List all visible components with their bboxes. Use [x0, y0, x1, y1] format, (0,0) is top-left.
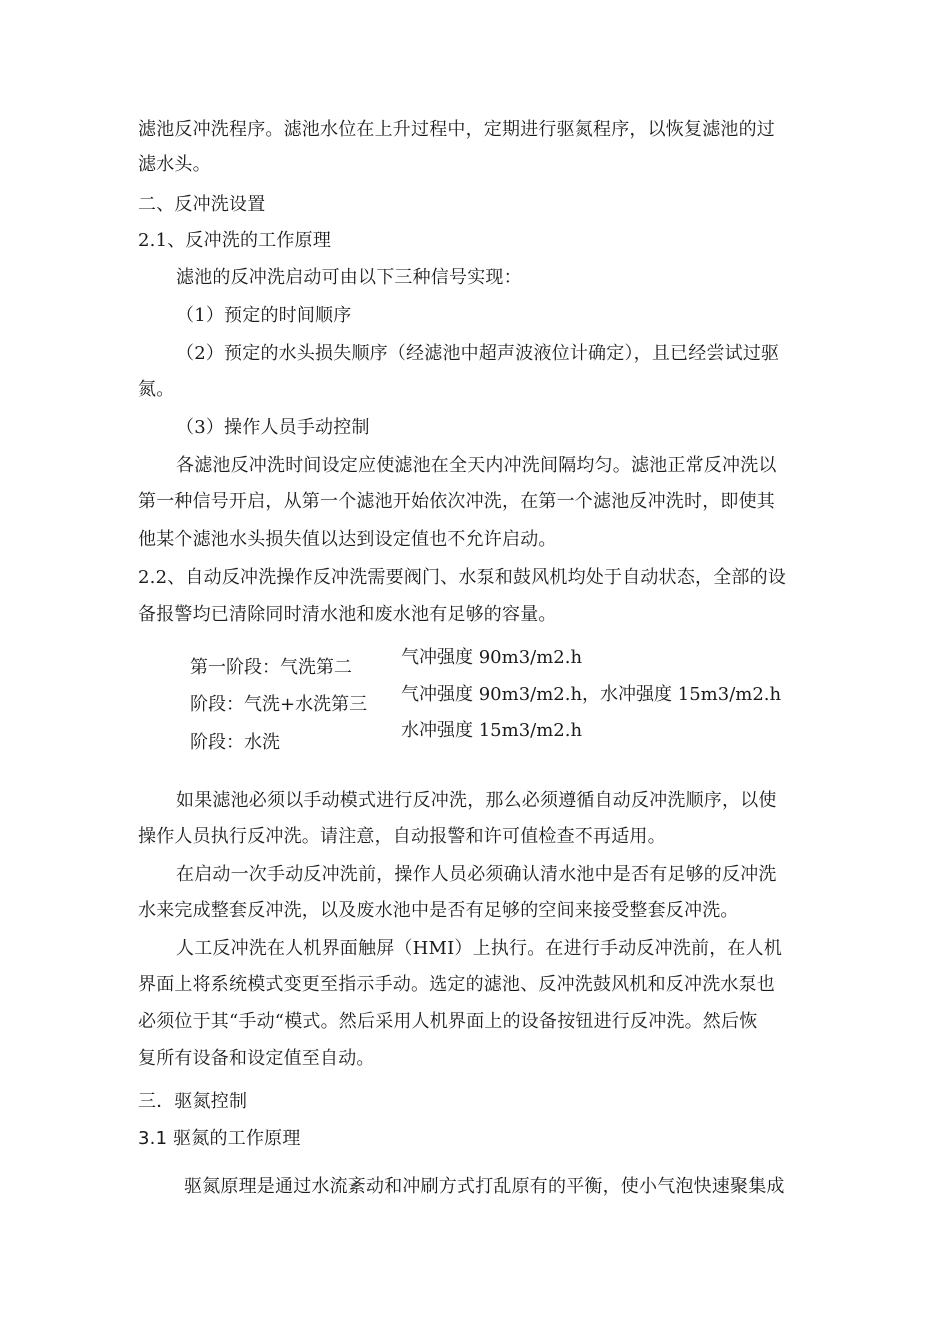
paragraph-line: 操作人员执行反冲洗。请注意，自动报警和许可值检查不再适用。 [138, 826, 666, 847]
section-heading: 二、反冲洗设置 [138, 194, 266, 215]
subsection-heading: 2.1、反冲洗的工作原理 [138, 230, 332, 251]
paragraph-line: 复所有设备和设定值至自动。 [138, 1048, 375, 1069]
paragraph-line: 人工反冲洗在人机界面触屏（HMI）上执行。在进行手动反冲洗前，在人机 [176, 938, 783, 959]
paragraph-line: 滤池反冲洗程序。滤池水位在上升过程中，定期进行驱氮程序，以恢复滤池的过 [138, 119, 775, 140]
paragraph-line: 滤水头。 [138, 154, 211, 175]
paragraph-line: 在启动一次手动反冲洗前，操作人员必须确认清水池中是否有足够的反冲洗 [176, 864, 777, 885]
stage-intensity: 水冲强度 15m3/m2.h [401, 720, 583, 741]
paragraph-line: 他某个滤池水头损失值以达到设定值也不允许启动。 [138, 529, 557, 550]
paragraph-line: 水来完成整套反冲洗，以及废水池中是否有足够的空间来接受整套反冲洗。 [138, 900, 739, 921]
subsection-heading: 2.2、自动反冲洗操作反冲洗需要阀门、水泵和鼓风机均处于自动状态，全部的设 [138, 567, 787, 588]
subsection-heading: 3.1 驱氮的工作原理 [138, 1128, 301, 1149]
stage-intensity: 气冲强度 90m3/m2.h，水冲强度 15m3/m2.h [401, 684, 782, 705]
paragraph-line: 驱氮原理是通过水流紊动和冲刷方式打乱原有的平衡，使小气泡快速聚集成 [184, 1176, 785, 1197]
paragraph-line: 各滤池反冲洗时间设定应使滤池在全天内冲洗间隔均匀。滤池正常反冲洗以 [176, 455, 777, 476]
paragraph-line: 备报警均已清除同时清水池和废水池有足够的容量。 [138, 604, 557, 625]
paragraph-line: 必须位于其“手动“模式。然后采用人机界面上的设备按钮进行反冲洗。然后恢 [138, 1011, 758, 1032]
list-item: （2）预定的水头损失顺序（经滤池中超声波液位计确定），且已经尝试过驱 [176, 343, 780, 364]
stage-label: 第一阶段：气洗第二 [190, 657, 352, 678]
list-item: （1）预定的时间顺序 [176, 305, 352, 326]
paragraph-line: 界面上将系统模式变更至指示手动。选定的滤池、反冲洗鼓风机和反冲洗水泵也 [138, 974, 775, 995]
list-item: （3）操作人员手动控制 [176, 417, 370, 438]
paragraph-line: 第一种信号开启，从第一个滤池开始依次冲洗，在第一个滤池反冲洗时，即使其 [138, 491, 775, 512]
paragraph-line: 滤池的反冲洗启动可由以下三种信号实现： [176, 267, 522, 288]
list-item-continuation: 氮。 [138, 379, 175, 400]
stage-label: 阶段：气洗+水洗第三 [190, 694, 368, 715]
stage-label: 阶段：水洗 [190, 732, 280, 753]
section-heading: 三．驱氮控制 [138, 1091, 248, 1112]
paragraph-line: 如果滤池必须以手动模式进行反冲洗，那么必须遵循自动反冲洗顺序，以使 [176, 790, 777, 811]
stage-intensity: 气冲强度 90m3/m2.h [401, 647, 583, 668]
